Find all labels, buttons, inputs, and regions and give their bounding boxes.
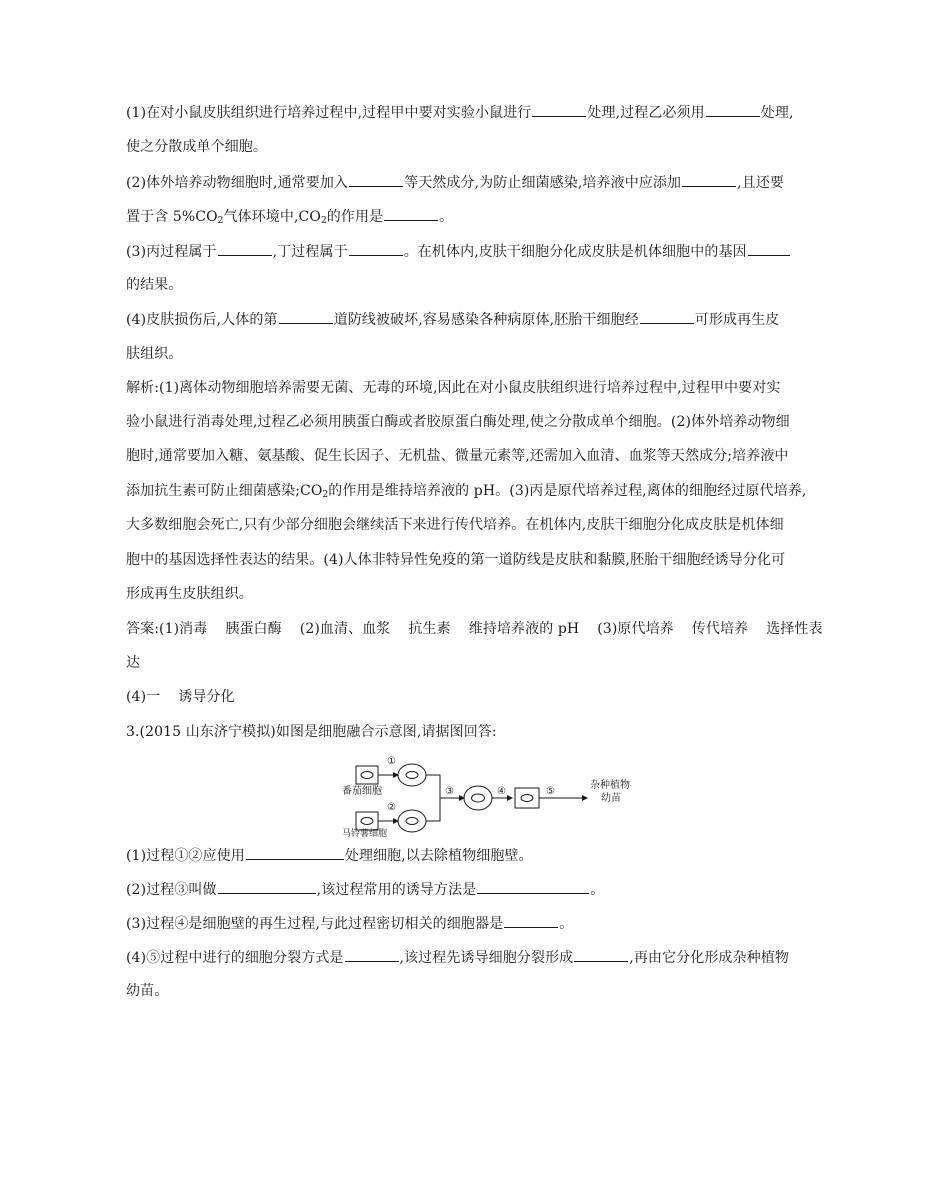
answer-blank [532, 102, 586, 117]
analysis-line: 添加抗生素可防止细菌感染$;CO_2$的作用是维持培养液的 pH。(3)丙是原代培养过程,离体的细胞经过原代培养, [126, 483, 807, 500]
q2-part3-line1: (3)丙过程属于 ,丁过程属于 。在机体内,皮肤干细胞分化成皮肤是机体细胞中的基因 [126, 241, 791, 262]
answer-blank [682, 172, 736, 187]
answer-line: (4)一 诱导分化 [126, 689, 235, 705]
fused-cell-shape [464, 786, 492, 810]
q2-part4-line2: 肤组织。 [126, 346, 183, 362]
answer-blank [574, 947, 628, 962]
analysis-line: 解析:(1)离体动物细胞培养需要无菌、无毒的环境,因此在对小鼠皮肤组织进行培养过程中,过程甲中要对实 [126, 380, 781, 396]
answer-blank [349, 172, 403, 187]
q3-sub2: (2)过程③叫做 ,该过程常用的诱导方法是 。 [126, 879, 604, 900]
answer-blank [477, 879, 589, 894]
cell-fusion-diagram [340, 752, 640, 840]
answer-blank [640, 309, 694, 324]
analysis-line: 验小鼠进行消毒处理,过程乙必须用胰蛋白酶或者胶原蛋白酶处理,使之分散成单个细胞。(2)体外培养动物细 [126, 414, 790, 430]
answer-blank [504, 913, 558, 928]
analysis-line: 胞中的基因选择性表达的结果。(4)人体非特异性免疫的第一道防线是皮肤和黏膜,胚胎干细胞经诱导分化可 [126, 552, 786, 568]
nucleus-shape [361, 772, 373, 779]
seedling-label: 幼苗 [601, 793, 621, 804]
step-4-label: ④ [497, 786, 506, 797]
q2-part2-line2: 置于含 $5\%CO_2$气体环境中$,CO_2$的作用是 。 [126, 206, 453, 227]
step-1-label: ① [387, 756, 396, 767]
potato-cell-label: 马铃薯细胞 [342, 829, 388, 839]
q2-part1-line1: (1)在对小鼠皮肤组织进行培养过程中,过程甲中要对实验小鼠进行 处理,过程乙必须用 处理, [126, 102, 794, 123]
step-3-label: ③ [445, 786, 454, 797]
step-2-label: ② [387, 802, 396, 813]
analysis-line: 胞时,通常要加入糖、氨基酸、促生长因子、无机盐、微量元素等,还需加入血清、血浆等天然成分;培养液中 [126, 448, 789, 464]
q3-sub4-line1: (4)⑤过程中进行的细胞分裂方式是 ,该过程先诱导细胞分裂形成 ,再由它分化形成杂种植物 [126, 947, 789, 968]
tomato-cell-label: 番茄细胞 [342, 786, 382, 797]
step-5-label: ⑤ [546, 786, 555, 797]
cell-fusion-svg [340, 752, 640, 840]
q2-part1-line2: 使之分散成单个细胞。 [126, 139, 267, 155]
hybrid-plant-label: 杂种植物 [590, 780, 630, 791]
answer-blank [345, 947, 399, 962]
answer-blank [246, 845, 344, 860]
answer-blank [748, 241, 790, 256]
q2-part2-line1: (2)体外培养动物细胞时,通常要加入 等天然成分,为防止细菌感染,培养液中应添加 ,且还要 [126, 172, 784, 193]
q2-part3-line2: 的结果。 [126, 277, 183, 293]
q3-sub4-line2: 幼苗。 [126, 983, 169, 999]
protoplast-shape [398, 764, 426, 786]
q3-sub3: (3)过程④是细胞壁的再生过程,与此过程密切相关的细胞器是 。 [126, 913, 573, 934]
answer-blank [349, 241, 403, 256]
q3-sub1: (1)过程①②应使用 处理细胞,以去除植物细胞壁。 [126, 845, 533, 866]
protoplast-shape [398, 810, 426, 832]
answer-blank [218, 241, 272, 256]
q2-part4-line1: (4)皮肤损伤后,人体的第 道防线被破坏,容易感染各种病原体,胚胎干细胞经 可形成再生皮 [126, 309, 779, 330]
answer-blank [384, 206, 438, 221]
answer-line: 达 [126, 655, 141, 671]
q3-title: 3.(2015 山东济宁模拟)如图是细胞融合示意图,请据图回答: [126, 724, 497, 740]
analysis-line: 形成再生皮肤组织。 [126, 586, 253, 602]
answer-blank [279, 309, 333, 324]
analysis-line: 大多数细胞会死亡,只有少部分细胞会继续活下来进行传代培养。在机体内,皮肤干细胞分化成皮肤是机体细 [126, 517, 784, 533]
answer-blank [218, 879, 316, 894]
tomato-cell-shape [356, 766, 378, 784]
hybrid-cell-shape [515, 788, 539, 808]
answer-line: 答案:(1)消毒 胰蛋白酶 (2)血清、血浆 抗生素 维持培养液的 pH (3)原代培养 传代培养 选择性表 [126, 621, 823, 637]
answer-blank [706, 102, 760, 117]
